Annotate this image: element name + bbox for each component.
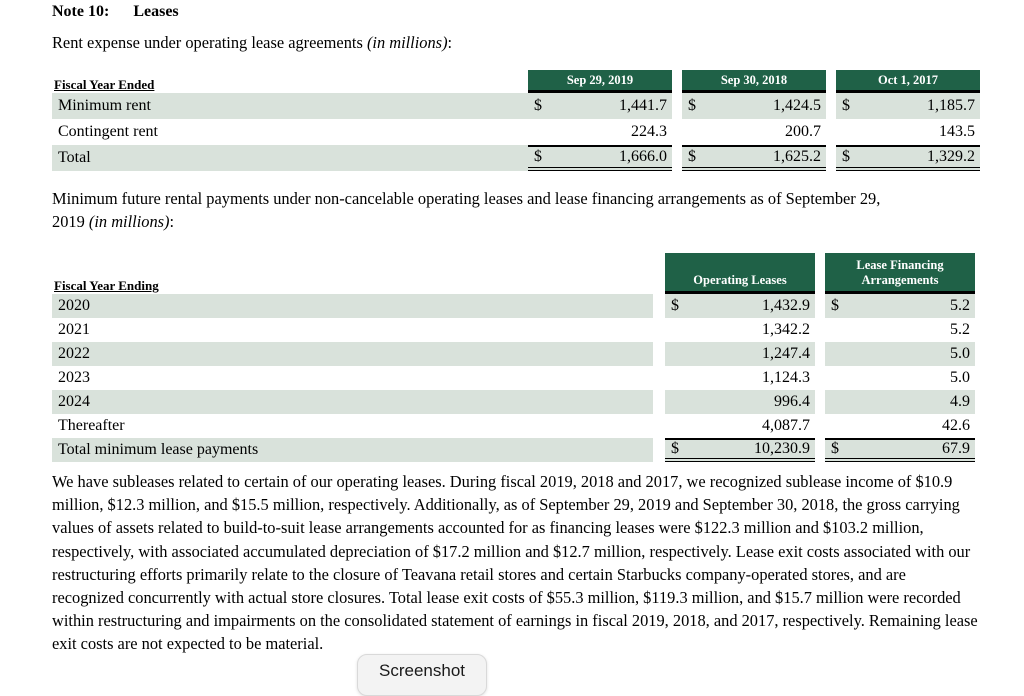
column-spacer: [826, 70, 836, 93]
table2-corner: [52, 253, 653, 294]
amount-value: 1,342.2: [762, 321, 810, 338]
table-row: [52, 119, 980, 145]
column-header-label: Lease Financing Arrangements: [856, 258, 944, 287]
amount-value: 1,124.3: [762, 369, 810, 386]
amount-cell: [682, 119, 826, 145]
note-name: Leases: [133, 3, 179, 20]
column-header-label: Operating Leases: [693, 273, 787, 287]
amount-cell: [528, 93, 672, 119]
screenshot-button[interactable]: [357, 654, 487, 696]
dollar-sign: $: [671, 440, 679, 457]
column-spacer: [826, 119, 836, 145]
column-header: [528, 70, 672, 93]
column-header: [825, 253, 975, 294]
amount-cell: [825, 366, 975, 390]
rent-expense-table: [52, 70, 980, 171]
table2-header-row: [52, 253, 975, 294]
row-label: Minimum rent: [52, 93, 528, 119]
column-header-label: Sep 30, 2018: [720, 72, 788, 87]
dollar-sign: $: [534, 97, 542, 114]
amount-value: 5.2: [950, 297, 970, 314]
column-spacer: [815, 294, 825, 318]
amount-cell: [528, 145, 672, 171]
amount-cell: [825, 414, 975, 438]
intro1-suffix: :: [447, 33, 453, 52]
dollar-sign: $: [831, 440, 839, 457]
dollar-sign: $: [842, 97, 850, 114]
amount-cell: [836, 119, 980, 145]
table-row: [52, 93, 980, 119]
amount-cell: [825, 318, 975, 342]
column-spacer: [826, 93, 836, 119]
column-spacer: [653, 294, 665, 318]
screenshot-button-label: Screenshot: [379, 661, 465, 680]
amount-value: 1,625.2: [773, 148, 821, 165]
amount-cell: [825, 294, 975, 318]
future-payments-intro: [52, 187, 1004, 233]
amount-cell: [682, 145, 826, 171]
column-spacer: [653, 342, 665, 366]
row-label: Thereafter: [58, 417, 125, 434]
amount-cell: [825, 390, 975, 414]
table-row: [52, 414, 975, 438]
amount-value: 200.7: [785, 123, 821, 140]
column-spacer: [815, 438, 825, 462]
table-row: [52, 366, 975, 390]
column-spacer: [653, 414, 665, 438]
amount-value: 1,432.9: [762, 297, 810, 314]
amount-cell: [665, 438, 815, 462]
column-spacer: [826, 145, 836, 171]
intro1-text: Rent expense under operating lease agreements: [52, 33, 367, 52]
amount-cell: [836, 93, 980, 119]
amount-value: 10,230.9: [754, 440, 810, 457]
amount-value: 996.4: [774, 393, 810, 410]
intro2-italic: (in millions): [88, 212, 170, 231]
amount-cell: [665, 294, 815, 318]
amount-cell: [682, 93, 826, 119]
amount-value: 224.3: [631, 123, 667, 140]
dollar-sign: $: [842, 148, 850, 165]
amount-cell: [665, 366, 815, 390]
dollar-sign: $: [671, 297, 679, 314]
column-spacer: [653, 366, 665, 390]
dollar-sign: $: [831, 297, 839, 314]
note-heading: [52, 3, 179, 21]
amount-value: 5.2: [950, 321, 970, 338]
amount-value: 1,666.0: [619, 148, 667, 165]
note-number: Note 10:: [52, 3, 110, 20]
row-label: 2023: [58, 369, 90, 386]
row-label: 2024: [52, 390, 653, 414]
row-label: Total: [52, 145, 528, 171]
amount-value: 1,329.2: [927, 148, 975, 165]
table-row: [52, 390, 975, 414]
column-spacer: [815, 318, 825, 342]
row-label: Total minimum lease payments: [52, 438, 653, 462]
amount-value: 5.0: [950, 369, 970, 386]
intro2-line1: Minimum future rental payments under non-cancelable operating leases and lease financing arrangements as of September 29,: [52, 189, 881, 208]
column-spacer: [672, 145, 682, 171]
row-label: Contingent rent: [58, 123, 158, 140]
fiscal-year-ended-label: Fiscal Year Ended: [54, 77, 155, 92]
amount-value: 1,441.7: [619, 97, 667, 114]
column-spacer: [653, 318, 665, 342]
column-spacer: [653, 438, 665, 462]
amount-cell: [836, 145, 980, 171]
table-total-row: [52, 438, 975, 462]
row-label: 2022: [52, 342, 653, 366]
row-label: 2020: [52, 294, 653, 318]
amount-value: 67.9: [942, 440, 970, 457]
amount-value: 1,185.7: [927, 97, 975, 114]
table1-header-row: [52, 70, 980, 93]
column-header: [665, 253, 815, 294]
table-row: [52, 342, 975, 366]
column-spacer: [815, 253, 825, 294]
amount-value: 143.5: [939, 123, 975, 140]
intro2-suffix: :: [169, 212, 175, 231]
dollar-sign: $: [688, 148, 696, 165]
amount-cell: [665, 414, 815, 438]
row-label: 2021: [58, 321, 90, 338]
column-header-label: Sep 29, 2019: [566, 72, 634, 87]
subleases-paragraph: We have subleases related to certain of our operating leases. During fiscal 2019, 2018 and 2017, we recognized sublease income of $10.9 million, $12.3 million, and $15.5 million, respectively. Additionally, as of September 29, 2019 and September 30, 2018, the gross carrying values of assets related to build-to-suit lease arrangements accounted for as financing leases were $122.3 million and $103.2 million, respectively, with associated accumulated depreciation of $17.2 million and $12.7 million, respectively. Lease exit costs associated with our restructuring efforts primarily relate to the closure of Teavana retail stores and certain Starbucks company-operated stores, and are recognized concurrently with actual store closures. Total lease exit costs of $55.3 million, $119.3 million, and $15.7 million were recorded within restructuring and impairments on the consolidated statement of earnings in fiscal 2019, 2018, and 2017, respectively. Remaining lease exit costs are not expected to be material.: [52, 472, 978, 654]
amount-value: 42.6: [942, 417, 970, 434]
column-spacer: [653, 390, 665, 414]
amount-cell: [825, 438, 975, 462]
fiscal-year-ending-label: Fiscal Year Ending: [54, 278, 159, 293]
future-payments-table: [52, 253, 975, 462]
table1-corner: [52, 70, 528, 93]
table-row: [52, 294, 975, 318]
column-spacer: [815, 366, 825, 390]
amount-value: 1,424.5: [773, 97, 821, 114]
amount-value: 4.9: [950, 393, 970, 410]
amount-cell: [665, 342, 815, 366]
intro1-italic: (in millions): [366, 33, 448, 52]
column-spacer: [672, 119, 682, 145]
column-spacer: [815, 414, 825, 438]
amount-cell: [528, 119, 672, 145]
column-header: [682, 70, 826, 93]
amount-value: 5.0: [950, 345, 970, 362]
amount-cell: [665, 390, 815, 414]
column-spacer: [672, 93, 682, 119]
column-spacer: [653, 253, 665, 294]
column-spacer: [815, 342, 825, 366]
dollar-sign: $: [534, 148, 542, 165]
table-row: [52, 318, 975, 342]
column-header-label: Oct 1, 2017: [877, 72, 939, 87]
rent-expense-intro: [52, 33, 452, 53]
column-header: [836, 70, 980, 93]
intro2-line2: 2019: [52, 212, 89, 231]
table-total-row: [52, 145, 980, 171]
column-spacer: [815, 390, 825, 414]
dollar-sign: $: [688, 97, 696, 114]
amount-value: 4,087.7: [762, 417, 810, 434]
amount-cell: [665, 318, 815, 342]
amount-cell: [825, 342, 975, 366]
column-spacer: [672, 70, 682, 93]
amount-value: 1,247.4: [762, 345, 810, 362]
